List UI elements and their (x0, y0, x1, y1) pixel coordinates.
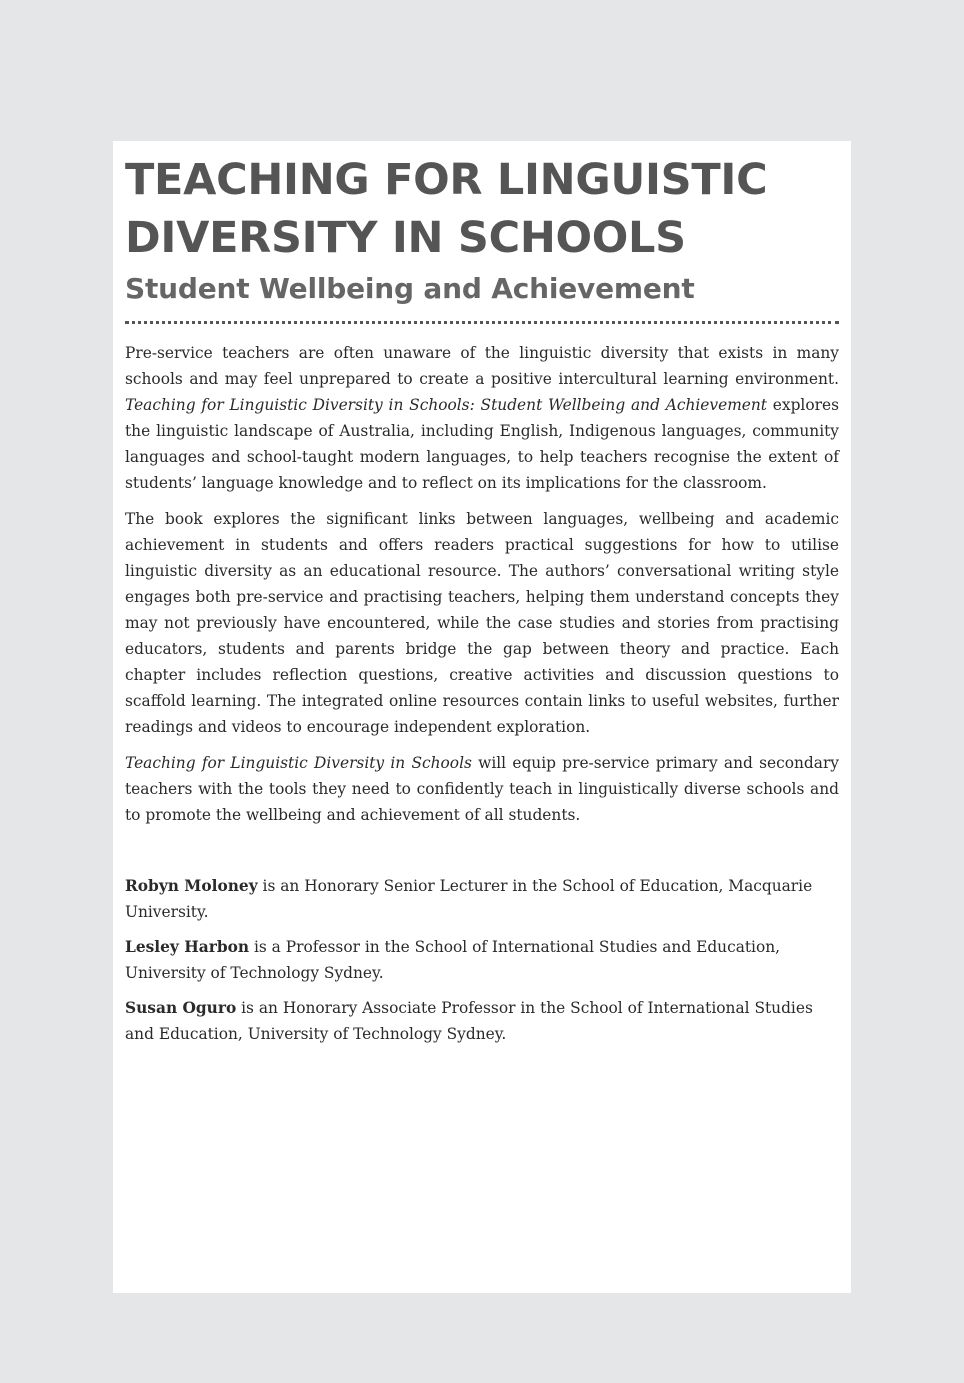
blurb-p3-text: will equip pre-service primary and secondary teachers with the tools they need to confidently teach in linguistically diverse schools and to promote the wellbeing and achievement of all students. (125, 754, 839, 824)
blurb-paragraph-1 (125, 340, 839, 496)
content (125, 151, 839, 1056)
dotted-divider (125, 321, 839, 324)
author-description: is a Professor in the School of International Studies and Education, University of Technology Sydney. (125, 938, 781, 982)
author-bio (125, 934, 839, 986)
blurb (125, 340, 839, 828)
blurb-paragraph-3 (125, 750, 839, 828)
page (113, 141, 851, 1293)
blurb-p1-text-b: explores the linguistic landscape of Australia, including English, Indigenous languages, community languages and school-taught modern languages, to help teachers recognise the extent of students’ language knowledge and to reflect on its implications for the classroom. (125, 396, 839, 492)
book-title (125, 151, 839, 267)
blurb-p1-text-a: Pre-service teachers are often unaware of the linguistic diversity that exists in many schools and may feel unprepared to create a positive intercultural learning environment. (125, 344, 839, 388)
author-description: is an Honorary Senior Lecturer in the School of Education, Macquarie University. (125, 877, 813, 921)
book-title-line2: DIVERSITY IN SCHOOLS (125, 213, 686, 263)
blurb-paragraph-2: The book explores the significant links between languages, wellbeing and academic achievement in students and offers readers practical suggestions for how to utilise linguistic diversity as an educational resource. The authors’ conversational writing style engages both pre-service and practising teachers, helping them understand concepts they may not previously have encountered, while the case studies and stories from practising educators, students and parents bridge the gap between theory and practice. Each chapter includes reflection questions, creative activities and discussion questions to scaffold learning. The integrated online resources contain links to useful websites, further readings and videos to encourage independent exploration. (125, 510, 839, 736)
author-name: Susan Oguro (125, 999, 237, 1017)
blurb-p3-title: Teaching for Linguistic Diversity in Schools (125, 754, 472, 772)
author-bio (125, 995, 839, 1047)
author-bios (125, 873, 839, 1047)
author-description: is an Honorary Associate Professor in the School of International Studies and Education, University of Technology Sydney. (125, 999, 813, 1043)
book-subtitle: Student Wellbeing and Achievement (125, 272, 695, 305)
author-name: Robyn Moloney (125, 877, 258, 895)
blurb-p1-title: Teaching for Linguistic Diversity in Schools: Student Wellbeing and Achievement (125, 396, 767, 414)
author-name: Lesley Harbon (125, 938, 250, 956)
author-bio (125, 873, 839, 925)
book-title-line1: TEACHING FOR LINGUISTIC (125, 155, 768, 205)
